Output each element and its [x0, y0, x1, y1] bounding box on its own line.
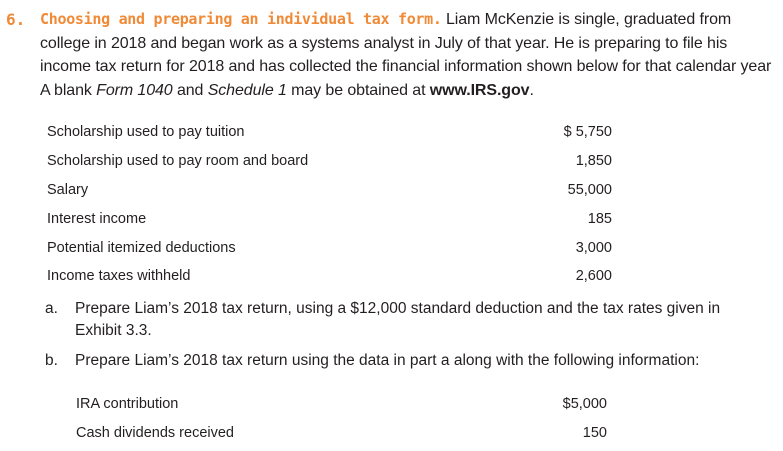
and-text: and [172, 81, 208, 99]
additional-info-table [76, 389, 607, 447]
table-row [76, 418, 607, 447]
item-label: Interest income [47, 210, 147, 227]
part-letter: a. [45, 300, 58, 317]
form-name: Form 1040 [96, 81, 173, 99]
problem-intro [40, 8, 778, 102]
period: . [529, 81, 534, 99]
table-row [47, 147, 612, 176]
problem-number: 6. [6, 10, 26, 29]
item-label: Potential itemized deductions [47, 239, 236, 256]
item-amount: 3,000 [575, 239, 612, 256]
item-label: Scholarship used to pay tuition [47, 124, 245, 141]
part-text: Prepare Liam’s 2018 tax return using the data in part a along with the following information: [75, 352, 700, 369]
table-row [47, 262, 612, 291]
table-row [47, 233, 612, 262]
item-label: Scholarship used to pay room and board [47, 153, 309, 170]
obtain-text: may be obtained at [286, 81, 430, 99]
table-row [47, 118, 612, 147]
part-text: Prepare Liam’s 2018 tax return, using a $12,000 standard deduction and the tax rates given in Exhibit 3.3. [75, 300, 721, 339]
irs-website: www.IRS.gov [429, 81, 530, 99]
table-row [47, 204, 612, 233]
problem-heading: Choosing and preparing an individual tax form. [40, 10, 442, 28]
schedule-name: Schedule 1 [207, 81, 287, 99]
item-label: Cash dividends received [76, 424, 234, 441]
item-label: Salary [47, 181, 89, 198]
intro-text: Liam McKenzie is single, graduated from college in 2018 and began work as a systems analyst in July of that year. He is preparing to file his income tax return for 2018 and has collected the financial information shown below for that calendar year A blank [40, 11, 772, 99]
item-amount: 2,600 [575, 268, 612, 285]
table-row [76, 389, 607, 418]
item-amount: $5,000 [562, 395, 607, 412]
item-amount: 55,000 [567, 181, 612, 198]
part-letter: b. [45, 352, 58, 369]
table-row [47, 176, 612, 205]
item-amount: 1,850 [575, 153, 612, 170]
item-amount: 185 [587, 210, 612, 227]
item-label: Income taxes withheld [47, 268, 191, 285]
item-amount: 150 [582, 424, 607, 441]
financial-info-table [47, 118, 612, 291]
item-label: IRA contribution [76, 395, 179, 412]
item-amount: $ 5,750 [563, 124, 612, 141]
